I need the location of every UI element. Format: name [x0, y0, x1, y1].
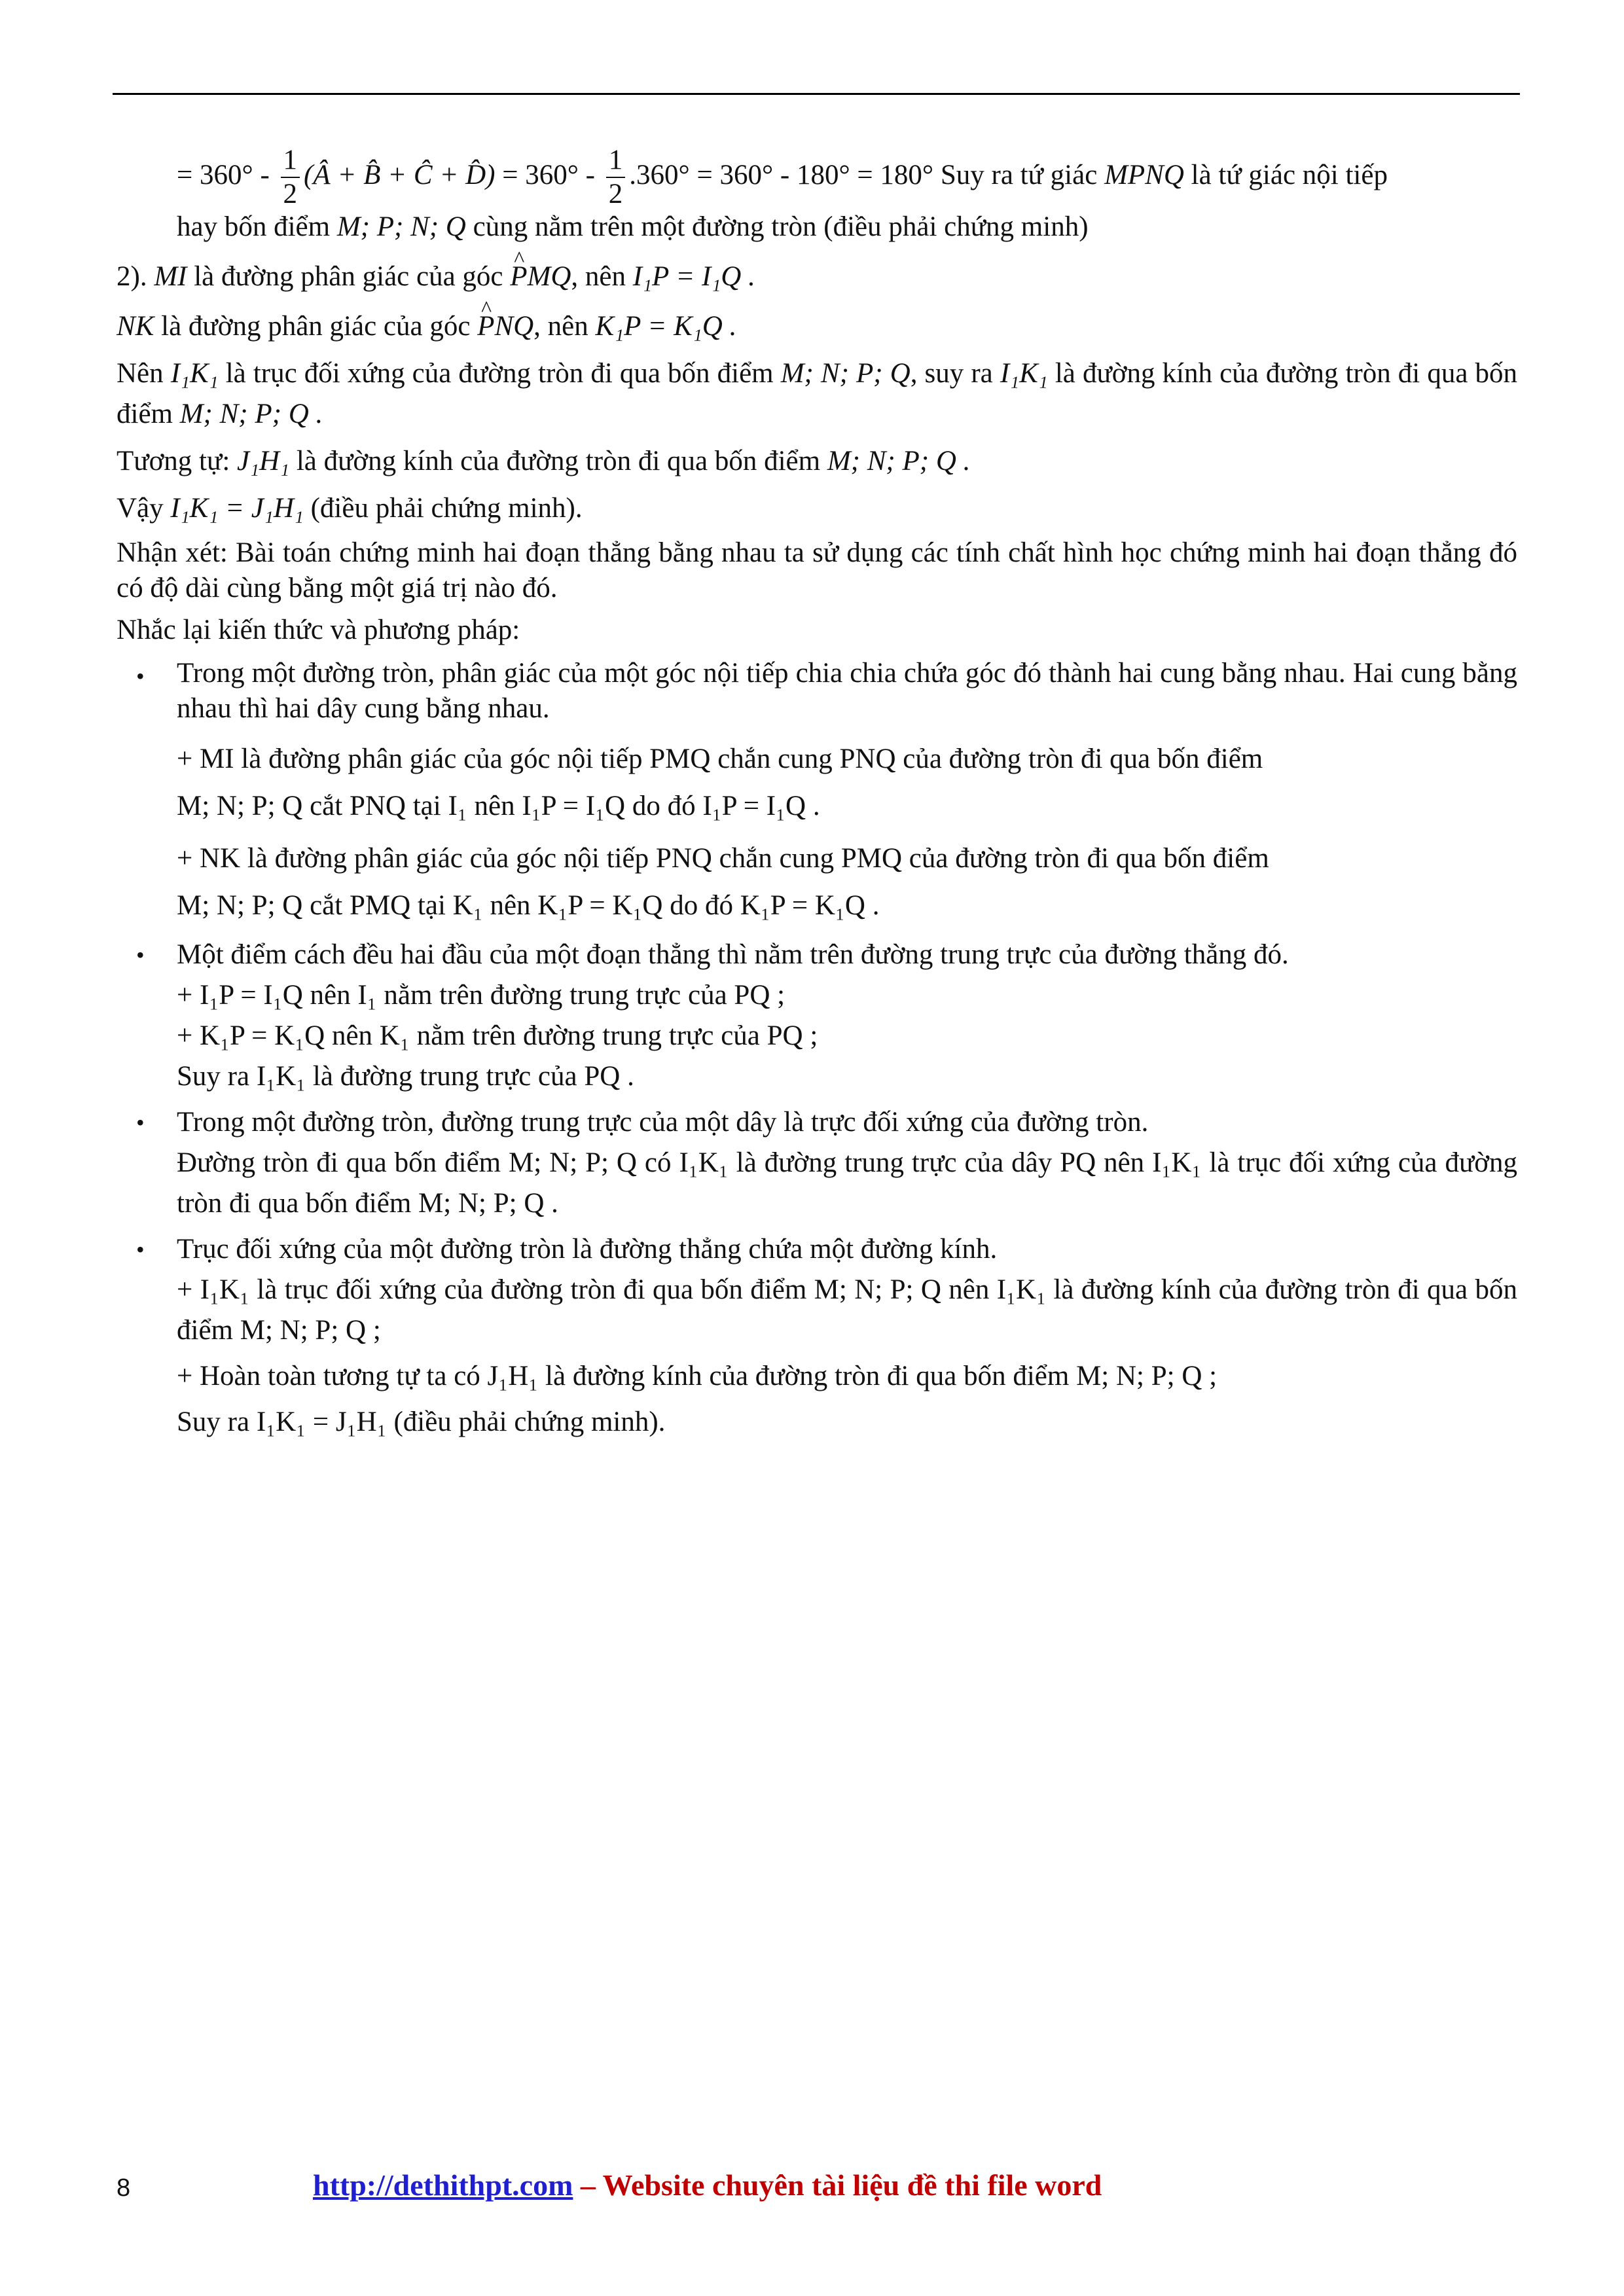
angle-sum: (Â + B̂ + Ĉ + D̂) — [304, 159, 496, 190]
bullet-1: • Trong một đường tròn, phân giác của một góc nội tiếp chia chia chứa góc đó thành hai cung bằng nhau. Hai cung bằng nhau thì hai dây cung bằng nhau. + MI là đường phân giác của góc nội tiếp PMQ chắn cung PNQ của đường tròn đi qua bốn điểm M; N; P; Q cắt PNQ tại I₁ nên I₁P = I₁Q do đó I₁P = I₁Q . + NK là đường phân giác của góc nội tiếp PNQ chắn cung PMQ của đường tròn đi qua bốn điểm M; N; P; Q cắt PMQ tại K₁ nên K₁P = K₁Q do đó K₁P = K₁Q . — [117, 656, 1517, 929]
nk-line: NK là đường phân giác của góc ^ PNQ, nên K₁P = K₁Q . — [117, 306, 1517, 347]
eq-end: .360° = 360° - 180° = 180° — [629, 159, 934, 190]
header-rule — [113, 93, 1520, 95]
eq-start: = 360° - — [177, 159, 270, 190]
eq-mid: = 360° - — [502, 159, 595, 190]
equation-line: = 360° - $\frac{1}{2}$ (Â + B̂ + Ĉ + D̂) = 360° - $\frac{1}{2}$ .360° = 360° - 180° = 180° Suy ra tứ giác MPNQ là tứ giác nội tiếp — [177, 145, 1388, 209]
part-2: 2). MI là đường phân giác của góc ^ PMQ, nên I₁P = I₁Q . — [117, 257, 1517, 297]
page-number: 8 — [117, 2174, 131, 2202]
bullet-2: • Một điểm cách đều hai đầu của một đoạn thẳng thì nằm trên đường trung trực của đường thẳng đó. + I₁P = I₁Q nên I₁ nằm trên đường trung trực của PQ ; + K₁P = K₁Q nên K₁ nằm trên đường trung trực của PQ ; Suy ra I₁K₁ là đường trung trực của PQ . — [117, 935, 1517, 1097]
conclusion-line: hay bốn điểm M; P; N; Q cùng nằm trên một đường tròn (điều phải chứng minh) — [177, 211, 1089, 242]
fraction-half: $\frac{1}{2}$ — [281, 144, 300, 211]
fraction-half-2: $\frac{1}{2}$ — [606, 144, 626, 211]
bullet-3: • Trong một đường tròn, đường trung trực của một dây là trực đối xứng của đường tròn. Đường tròn đi qua bốn điểm M; N; P; Q có I₁K₁ là đường trung trực của dây PQ nên I₁K₁ là trục đối xứng của đường tròn đi qua bốn điểm M; N; P; Q . — [117, 1102, 1517, 1224]
similar-line: Tương tự: J₁H₁ là đường kính của đường tròn đi qua bốn điểm M; N; P; Q . — [117, 446, 971, 476]
footer-tagline: – Website chuyên tài liệu đề thi file word — [573, 2168, 1102, 2202]
angle-pmq: ^ PMQ — [510, 257, 571, 297]
recall-heading: Nhắc lại kiến thức và phương pháp: — [117, 615, 520, 645]
website-link[interactable]: http://dethithpt.com — [313, 2168, 573, 2202]
axis-paragraph: Nên I₁K₁ là trục đối xứng của đường tròn đi qua bốn điểm M; N; P; Q, suy ra I₁K₁ là đường kính của đường tròn đi qua bốn điểm M; N; P; Q . — [117, 358, 1517, 429]
bullet-icon: • — [136, 663, 145, 689]
bullet-icon: • — [136, 1236, 145, 1263]
footer-banner — [313, 2168, 1102, 2202]
document-body — [117, 144, 1517, 1443]
bullet-4: • Trục đối xứng của một đường tròn là đường thẳng chứa một đường kính. + I₁K₁ là trục đối xứng của đường tròn đi qua bốn điểm M; N; P; Q nên I₁K₁ là đường kính của đường tròn đi qua bốn điểm M; N; P; Q ; + Hoàn toàn tương tự ta có J₁H₁ là đường kính của đường tròn đi qua bốn điểm M; N; P; Q ; Suy ra I₁K₁ = J₁H₁ (điều phải chứng minh). — [117, 1229, 1517, 1443]
bullet-icon: • — [136, 1109, 145, 1136]
bullet-icon: • — [136, 942, 145, 968]
angle-pnq: ^ PNQ — [477, 306, 533, 347]
therefore-line: Vậy I₁K₁ = J₁H₁ (điều phải chứng minh). — [117, 493, 583, 524]
remark-paragraph: Nhận xét: Bài toán chứng minh hai đoạn thẳng bằng nhau ta sử dụng các tính chất hình học chứng minh hai đoạn thẳng đó có độ dài cùng bằng một giá trị nào đó. — [117, 537, 1517, 603]
